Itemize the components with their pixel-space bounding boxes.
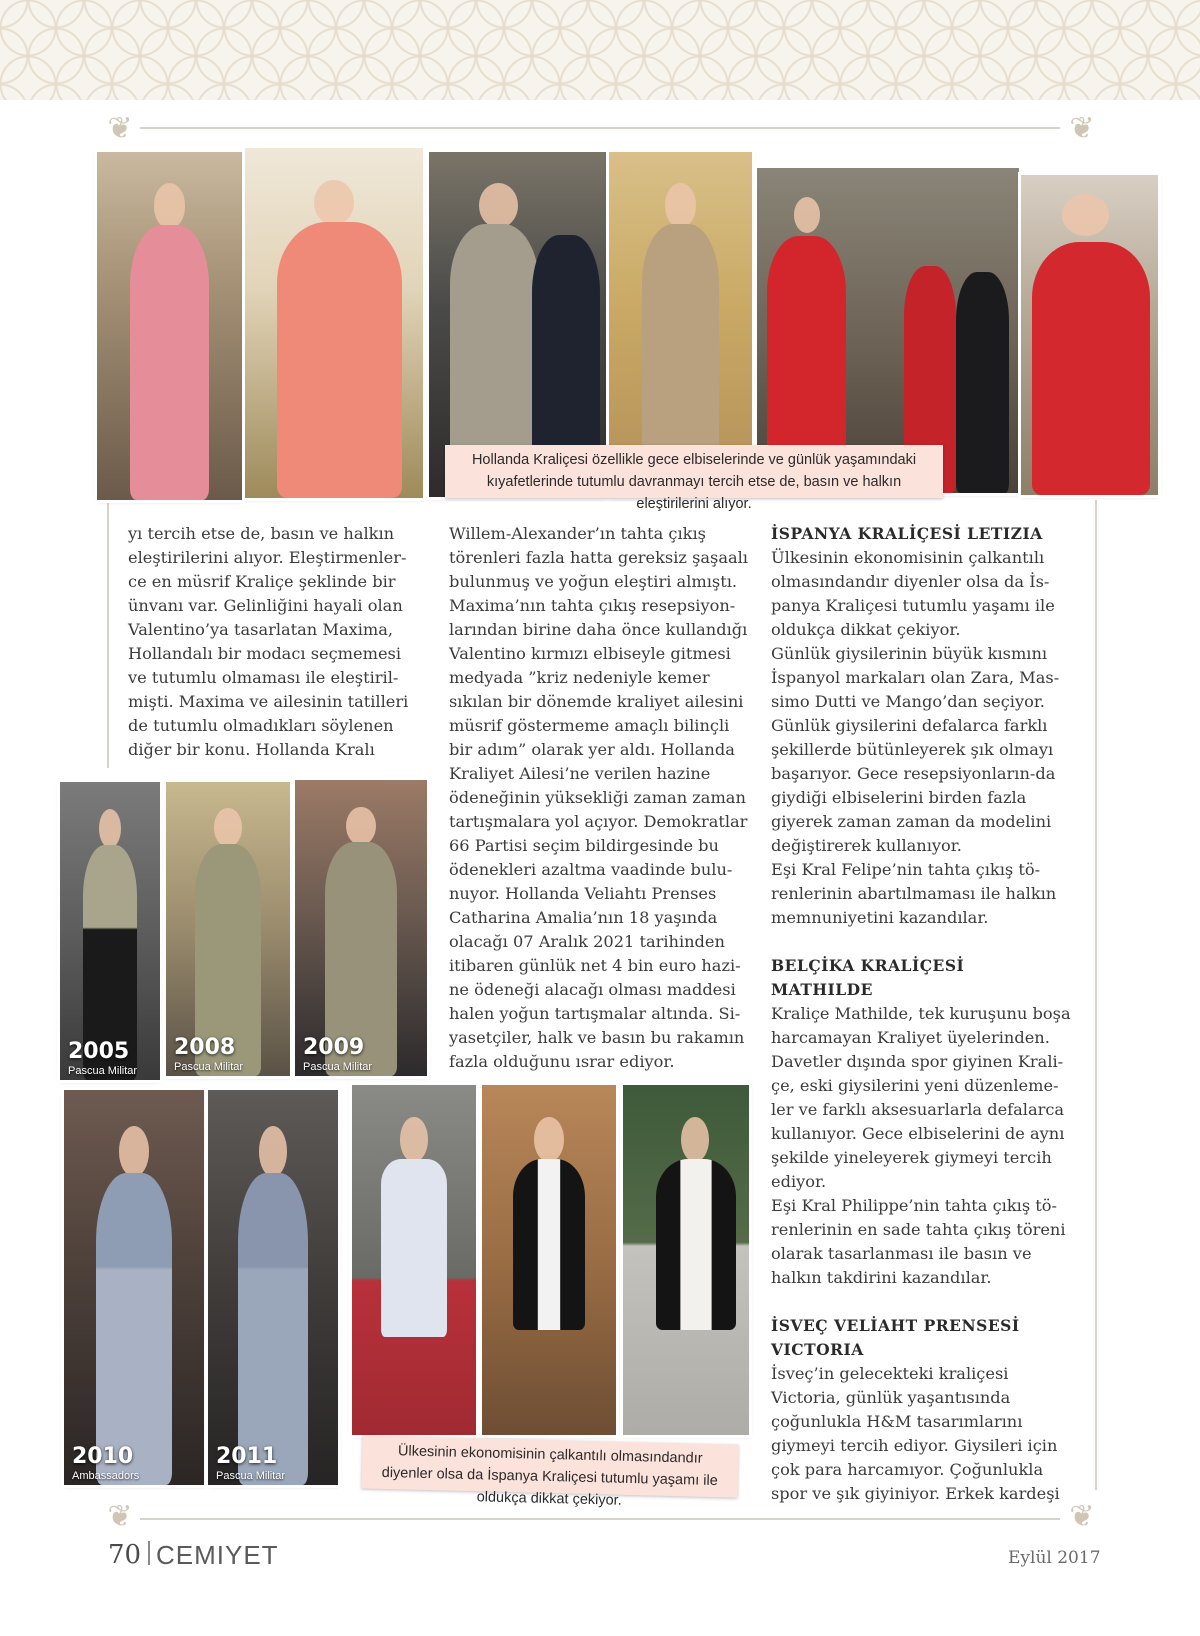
photo-letizia-2010 [64,1090,204,1485]
article-column-2 [449,522,749,1074]
photo-figure-head [314,180,353,226]
section-heading-belgium: BELÇİKA KRALİÇESİ MATHILDE [771,956,965,999]
page-number: 70 [108,1540,142,1570]
photo-letizia-coat-handshake [623,1085,749,1435]
article-paragraph: Eşi Kral Philippe’nin tahta çıkış tö-renlerinin en sade tahta çıkış töreni olarak tasarlanması ile basın ve halkın takdirini kazandılar. [771,1196,1066,1287]
photo-figure-head [400,1117,427,1163]
folio-divider [148,1541,150,1565]
photo-letizia-2005 [60,782,160,1080]
issue-date: Eylül 2017 [1008,1548,1101,1568]
article-paragraph: Günlük giysilerinin büyük kısmını İspanyol markaları olan Zara, Mas-simo Dutti ve Mango’dan seçiyor. Günlük giysilerini defalarca farklı şekillerde bütünleyerek şık olmayı başarıyor. Gece resepsiyonların-da giydiği elbiselerini birden fazla giyerek zaman zaman da modelini değiştirerek kullanıyor. [771,644,1060,855]
frame-right-line [1095,500,1097,1490]
top-photo-caption: Hollanda Kraliçesi özellikle gece elbiselerinde ve günlük yaşamındaki kıyafetlerinde tutumlu davranmayı tercih etse de, basın ve halkın eleştirilerini alıyor. [445,445,943,498]
article-paragraph: Willem-Alexander’ın tahta çıkış törenleri fazla hatta gereksiz şaşaalı bulunmuş ve yoğun eleştiri almıştı. Maxima’nın tahta çıkış resepsiyon-larından birine daha önce kullandığı Valentino kırmızı elbiseyle gitmesi medyada ”kriz nedeniyle kemer sıkılan bir dönemde kraliyet ailesini müsrif göstermeme amaçlı bilinçli bir adım” olarak yer aldı. Hollanda Kraliyet Ailesi’ne verilen hazine ödeneğinin yüksekliği zaman zaman tartışmalara yol açıyor. Demokratlar 66 Partisi seçim bildirgesinde bu ödenekleri azaltma vaadinde bulu-nuyor. Hollanda Veliahtı Prenses Catharina Amalia’nın 18 yaşında olacağı 07 Aralık 2021 tarihinden itibaren günlük net 4 bin euro hazi-ne ödeneği alacağı olması maddesi halen yoğun tartışmalar altında. Si-yasetçiler, halk ve basın bu rakamın fazla olduğunu ısrar ediyor. [449,524,748,1071]
bottom-photo-caption: Ülkesinin ekonomisinin çalkantılı olmasındandır diyenler olsa da İspanya Kraliçesi tutumlu yaşamı ile oldukça dikkat çekiyor. [361,1435,738,1497]
photo-figure-dress [130,225,208,500]
photo-event-label: Pascua Militar [303,1061,373,1073]
photo-figure-head [154,183,186,228]
photo-figure-head [214,808,241,846]
photo-figure-head [1062,194,1109,236]
article-paragraph: yı tercih etse de, basın ve halkın eleştirilerini alıyor. Eleştirmenler-ce en müsrif Kraliçe şeklinde bir ünvanı var. Gelinliğini hayali olan Valentino’ya tasarlatan Maxima, Hollandalı bir modacı seçmemesi ve tutumlu olmaması ile eleştiril-mişti. Maxima ve ailesinin tatilleri de tutumlu olmadıkları söylenen diğer bir konu. Hollanda Kralı [128,524,409,759]
photo-figure-dress [238,1173,308,1485]
photo-letizia-2008 [166,782,290,1076]
photo-event-label: Ambassadors [72,1470,140,1482]
photo-figure-head [99,809,121,848]
photo-year-label: 2009 [303,1035,365,1060]
photo-letizia-2009 [295,780,427,1076]
article-column-1 [128,522,416,762]
photo-year-label: 2010 [72,1444,134,1469]
photo-queen-coral-gown [245,148,423,498]
photo-figure-coat [656,1159,737,1331]
photo-letizia-black-coat [482,1085,616,1435]
photo-figure-suit [956,272,1008,493]
photo-figure-dress [381,1159,448,1338]
section-heading-spain: İSPANYA KRALİÇESİ LETIZIA [771,524,1043,543]
section-spacer [771,1290,1071,1314]
photo-figure-coat [513,1159,585,1331]
magazine-name: CEMIYET [156,1540,279,1570]
article-paragraph: İsveç’in gelecekteki kraliçesi Victoria, günlük yaşantısında çoğunlukla H&M tasarımlarını giymeyi tercih ediyor. Giysileri için çok para harcamıyor. Çoğunlukla spor ve şık giyiniyor. Erkek kardeşi [771,1364,1060,1503]
photo-figure-dress [277,222,402,499]
photo-figure-head [119,1126,150,1177]
article-paragraph: Kraliçe Mathilde, tek kuruşunu boşa harcamayan Kraliyet üyelerinden. Davetler dışında spor giyinen Krali-çe, eski giysilerini yeni düzenleme-ler ve farklı aksesuarlarla defalarca kullanıyor. Gece elbiselerini de aynı şekilde yineleyerek giymeyi tercih ediyor. [771,1004,1071,1191]
photo-year-label: 2005 [68,1039,130,1064]
photo-figure-head [681,1117,709,1163]
photo-event-label: Pascua Militar [216,1470,286,1482]
photo-figure-head [534,1117,563,1163]
article-column-3 [771,522,1071,1506]
ornament-top-left-icon: ❦ [107,111,133,146]
photo-figure-head [479,183,518,228]
photo-figure-head [259,1126,288,1177]
frame-top-line [140,127,1060,129]
section-spacer [771,930,1071,954]
decorative-pattern-band [0,0,1200,100]
photo-figure-dress [1032,242,1150,495]
ornament-bottom-right-icon: ❦ [1069,1499,1095,1534]
photo-year-label: 2011 [216,1444,278,1469]
photo-event-label: Pascua Militar [68,1065,138,1077]
ornament-bottom-left-icon: ❦ [107,1499,133,1534]
ornament-top-right-icon: ❦ [1069,111,1095,146]
frame-bottom-line [140,1518,1060,1520]
photo-queen-red-gown-portrait [1021,175,1158,495]
photo-year-label: 2008 [174,1035,236,1060]
photo-figure-head [794,197,820,233]
photo-queen-pink-gown [97,152,242,500]
frame-left-line [107,500,109,768]
article-paragraph: Ülkesinin ekonomisinin çalkantılı olmasındandır diyenler olsa da İs-panya Kraliçesi tutumlu yaşamı ile oldukça dikkat çekiyor. [771,548,1055,639]
photo-figure-dress [96,1173,172,1485]
article-paragraph: Eşi Kral Felipe’nin tahta çıkış tö-renlerinin abartılmaması ile halkın memnuniyetini kazandılar. [771,860,1057,927]
photo-letizia-2011 [208,1090,338,1485]
photo-event-label: Pascua Militar [174,1061,244,1073]
section-heading-sweden: İSVEÇ VELİAHT PRENSESİ VICTORIA [771,1316,1020,1359]
photo-figure-head [346,807,375,845]
photo-figure-head [665,183,696,228]
photo-letizia-white-dress [352,1085,476,1435]
